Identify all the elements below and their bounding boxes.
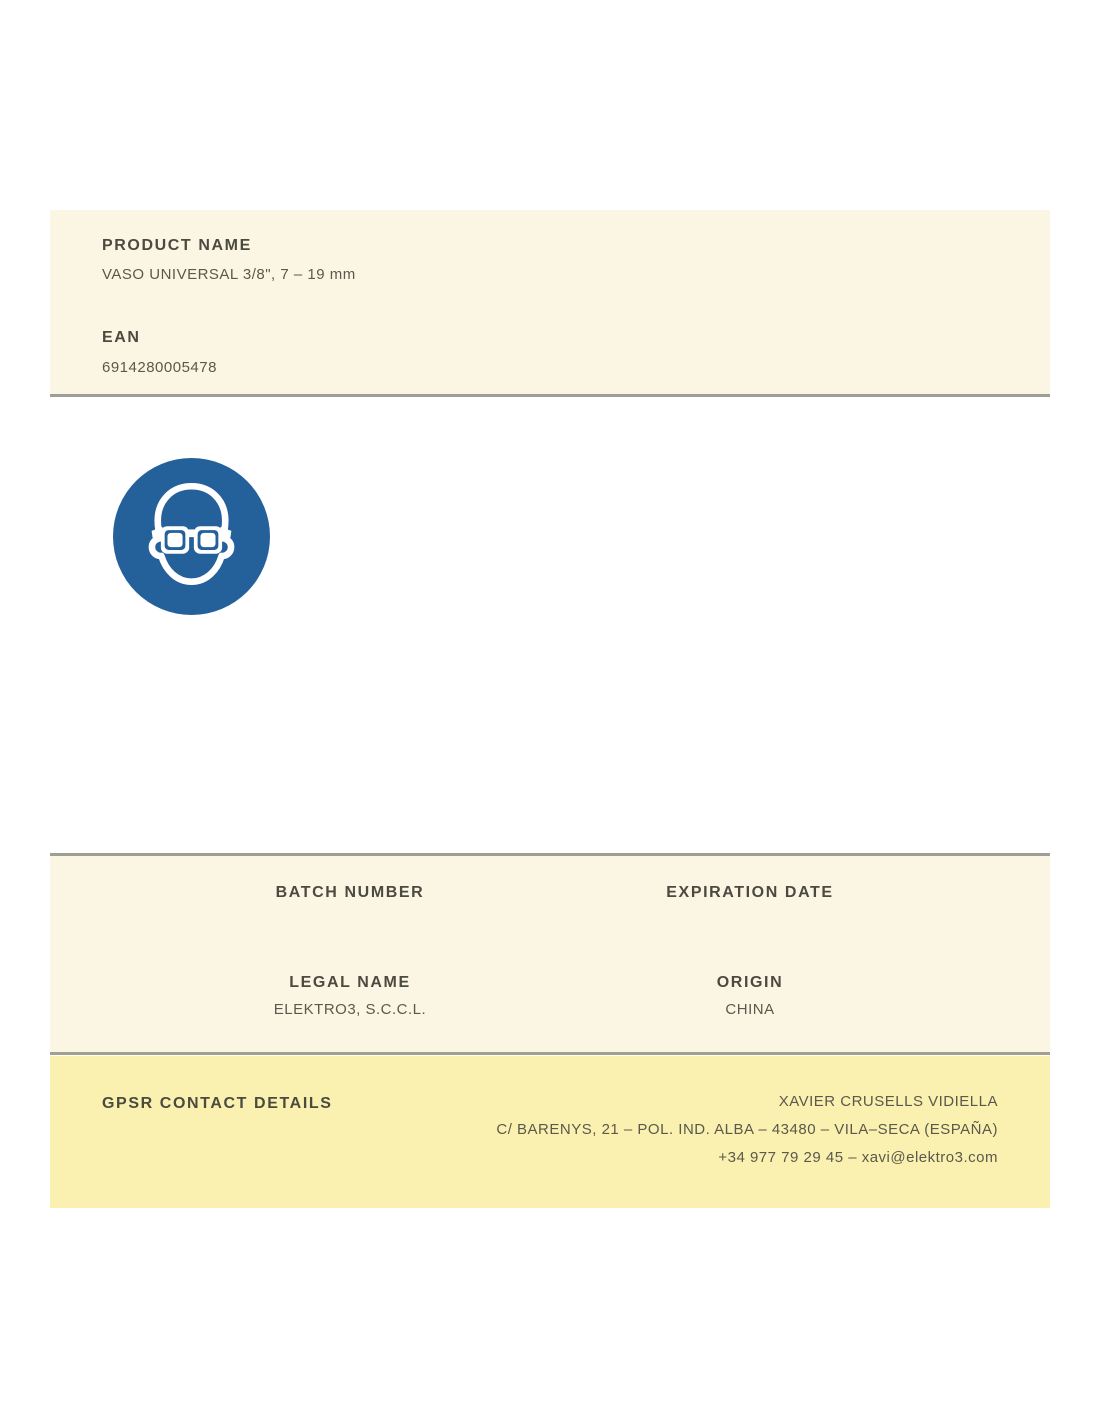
traceability-card	[50, 853, 1050, 1055]
wear-eye-protection-icon	[113, 458, 270, 615]
ean-label: EAN	[102, 329, 141, 346]
origin-value: CHINA	[725, 1001, 775, 1018]
product-name-value: VASO UNIVERSAL 3/8", 7 – 19 mm	[102, 266, 356, 283]
legal-name-value: ELEKTRO3, S.C.C.L.	[273, 1001, 427, 1018]
product-info-card	[50, 210, 1050, 397]
legal-name-label: LEGAL NAME	[289, 974, 411, 991]
gpsr-contact-address: C/ BARENYS, 21 – POL. IND. ALBA – 43480 – VILA–SECA (ESPAÑA)	[496, 1121, 998, 1138]
gpsr-contact-name: XAVIER CRUSELLS VIDIELLA	[778, 1093, 998, 1110]
expiration-date-label: EXPIRATION DATE	[666, 884, 834, 901]
gpsr-contact-phone-email: +34 977 79 29 45 – xavi@elektro3.com	[718, 1149, 998, 1166]
product-name-label: PRODUCT NAME	[102, 237, 252, 254]
gpsr-contact-block	[496, 1088, 998, 1172]
gpsr-contact-card	[50, 1056, 1050, 1208]
origin-label: ORIGIN	[716, 974, 784, 991]
batch-number-label: BATCH NUMBER	[275, 884, 425, 901]
ean-value: 6914280005478	[102, 359, 217, 376]
gpsr-contact-details-title: GPSR CONTACT DETAILS	[102, 1095, 333, 1112]
